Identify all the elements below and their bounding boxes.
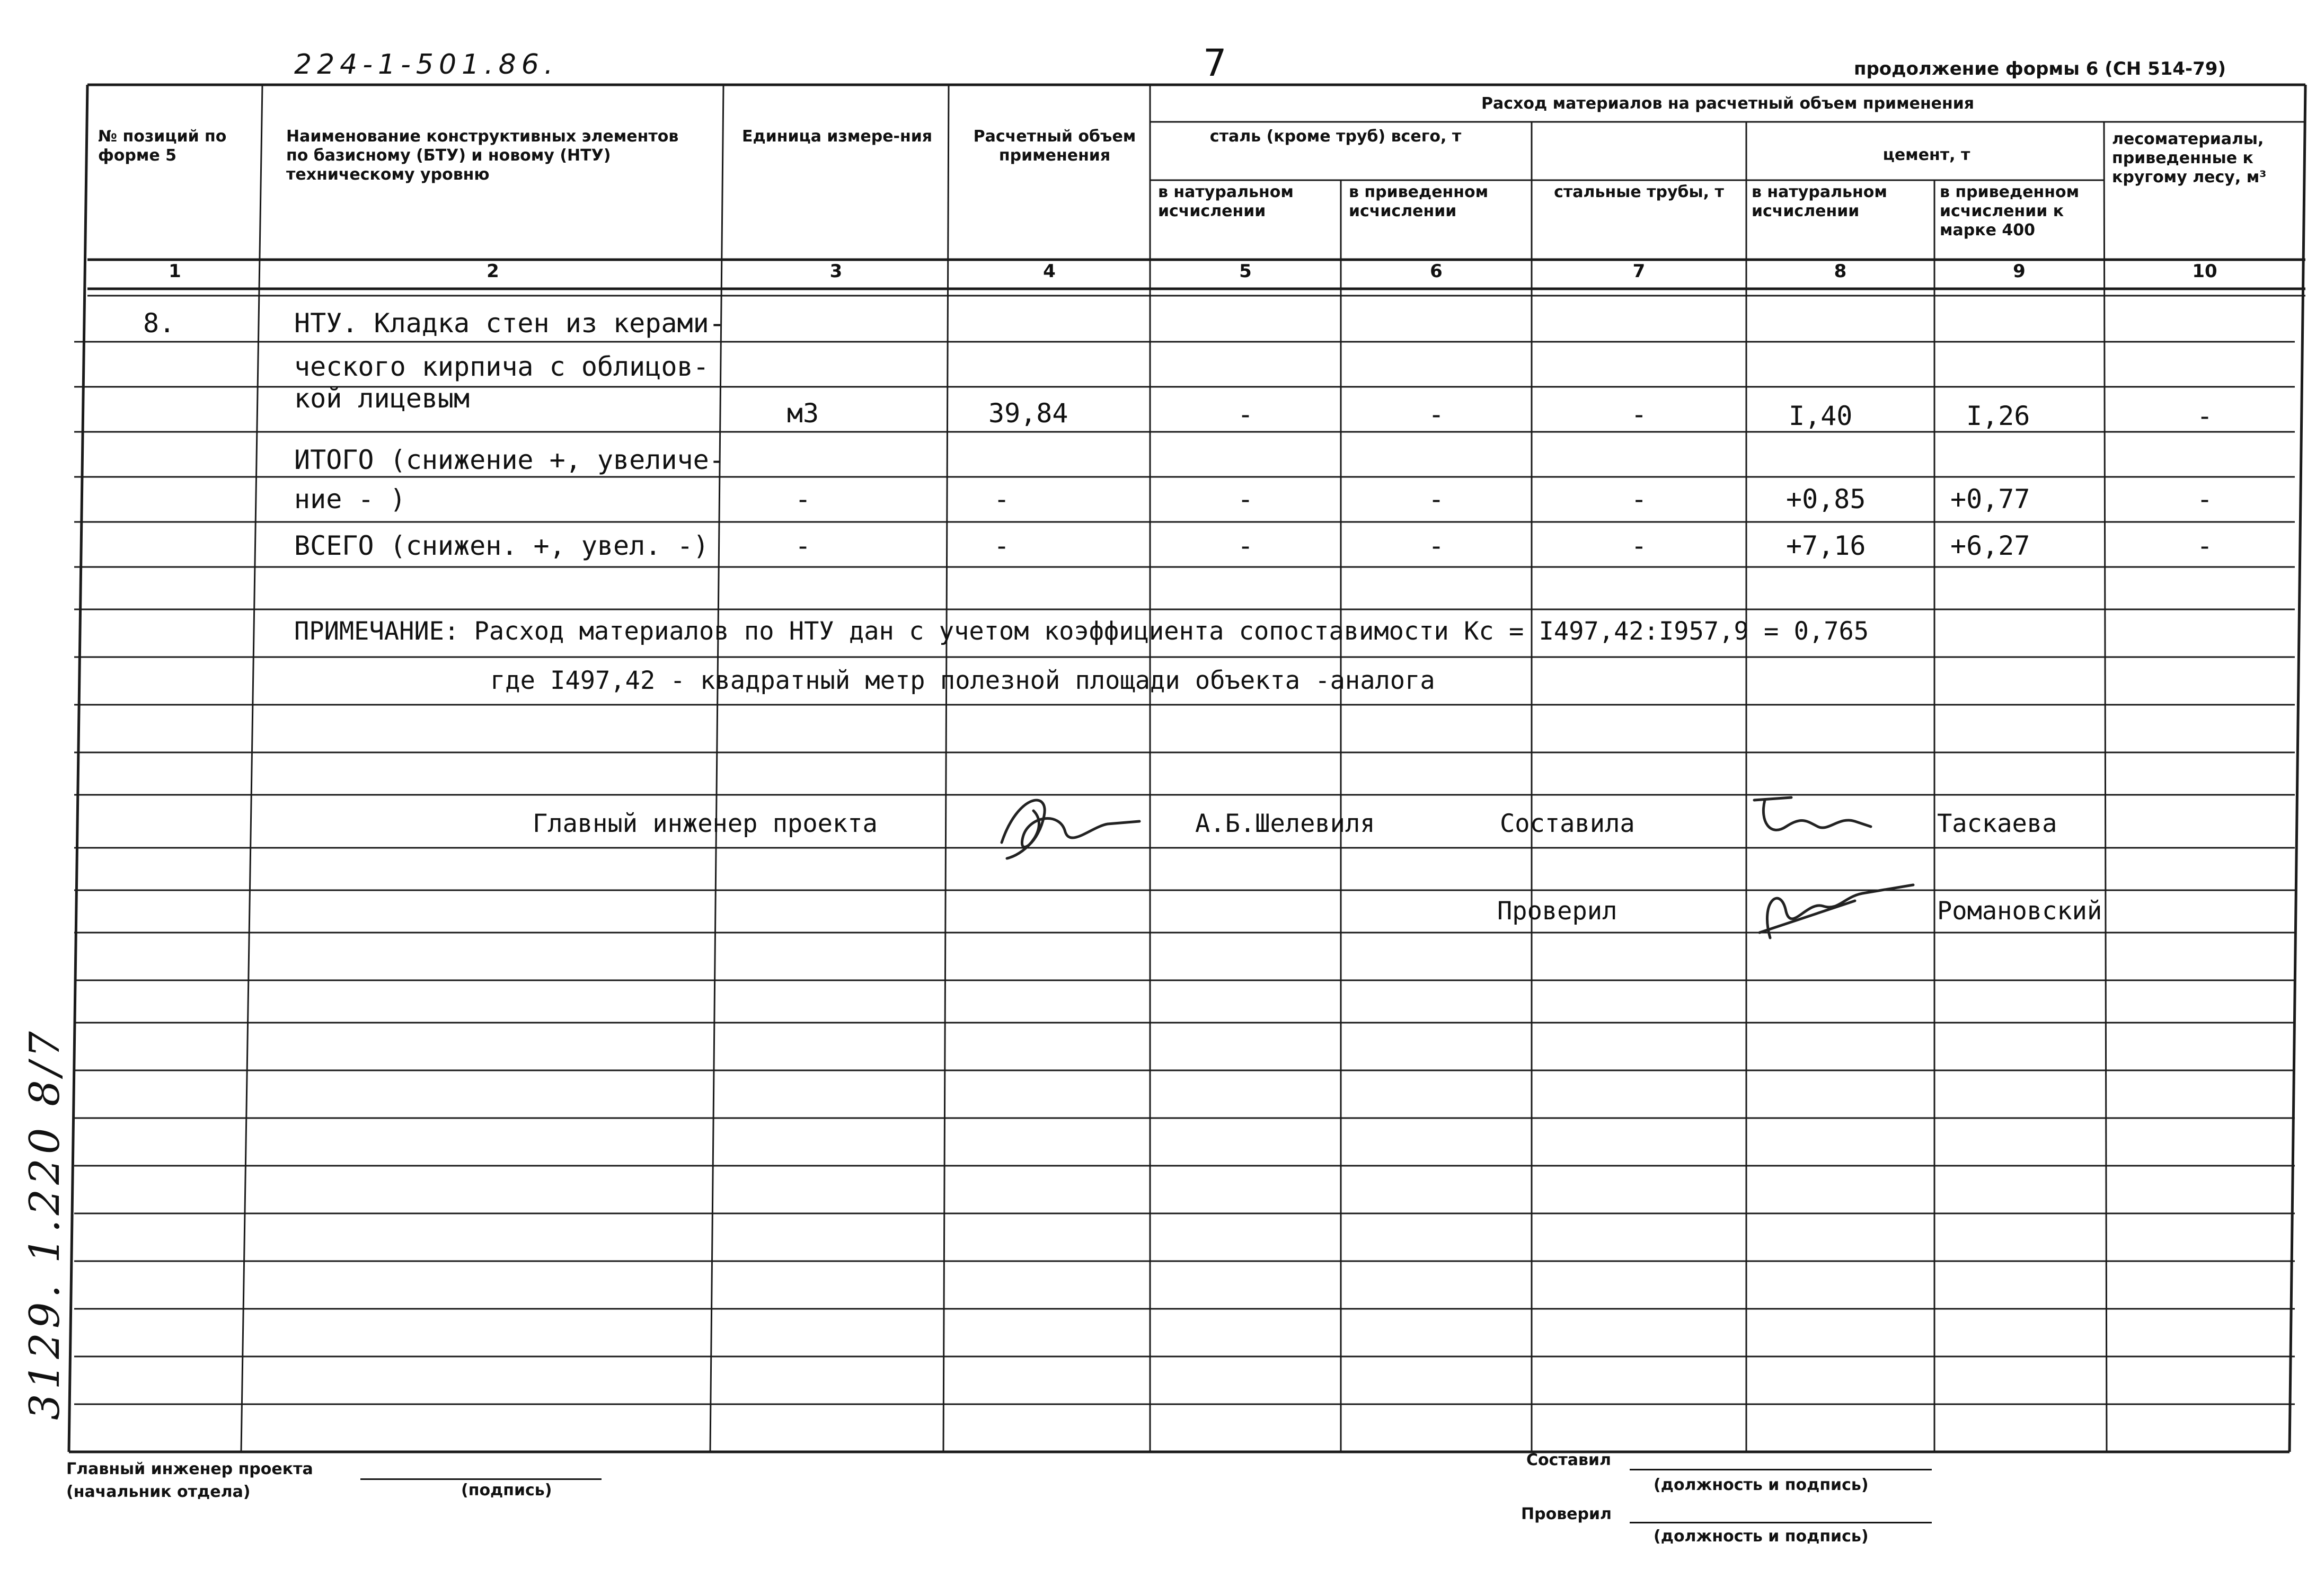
chief-signature-icon bbox=[986, 779, 1145, 869]
compiled-signature-icon bbox=[1749, 790, 1876, 848]
row-steel-natural: - bbox=[1237, 484, 1254, 515]
row-cement-reduced: I,26 bbox=[1966, 401, 2030, 431]
footer-position-caption: (должность и подпись) bbox=[1654, 1527, 1869, 1546]
column-number: 6 bbox=[1430, 261, 1443, 282]
row-name-line: ИТОГО (снижение +, увеличе- bbox=[294, 445, 725, 475]
column-number: 1 bbox=[169, 261, 181, 282]
form-reference: продолжение формы 6 (СН 514-79) bbox=[1853, 58, 2226, 79]
header-steel-group: сталь (кроме труб) всего, т bbox=[1209, 127, 1462, 146]
header-position: № позиций по форме 5 bbox=[98, 127, 227, 165]
header-timber: лесоматериалы, приведенные к кругому лесу, м³ bbox=[2112, 130, 2267, 187]
compiled-by-name: Таскаева bbox=[1937, 809, 2057, 838]
row-pipes: - bbox=[1631, 399, 1647, 430]
header-cement-natural: в натуральном исчислении bbox=[1752, 183, 1887, 220]
row-name-line: ческого кирпича с облицов- bbox=[294, 351, 709, 382]
row-steel-reduced: - bbox=[1428, 399, 1445, 430]
row-unit: м3 bbox=[786, 398, 819, 429]
column-number: 8 bbox=[1834, 261, 1847, 282]
footer-chief-label: Главный инженер проекта bbox=[66, 1460, 313, 1478]
row-cement-natural: +7,16 bbox=[1786, 530, 1866, 561]
column-number: 2 bbox=[487, 261, 499, 282]
footer-checked-line bbox=[1630, 1522, 1932, 1523]
row-volume: 39,84 bbox=[988, 398, 1068, 429]
header-volume: Расчетный объем применения bbox=[973, 127, 1136, 165]
header-steel-reduced: в приведенном исчислении bbox=[1349, 183, 1489, 220]
row-name-line: ВСЕГО (снижен. +, увел. -) bbox=[294, 530, 709, 561]
chief-engineer-label: Главный инженер проекта bbox=[533, 809, 878, 838]
chief-engineer-name: А.Б.Шелевиля bbox=[1195, 809, 1375, 838]
header-unit: Единица измере-ния bbox=[742, 127, 933, 146]
row-steel-reduced: - bbox=[1428, 484, 1445, 515]
compiled-by-label: Составила bbox=[1500, 809, 1635, 838]
row-name-line: кой лицевым bbox=[294, 383, 470, 414]
row-timber: - bbox=[2196, 530, 2213, 561]
footer-checked-label: Проверил bbox=[1521, 1505, 1612, 1523]
row-volume: - bbox=[993, 530, 1010, 561]
row-steel-natural: - bbox=[1237, 530, 1254, 561]
checked-signature-icon bbox=[1749, 869, 1919, 948]
footer-compiled-line bbox=[1630, 1469, 1932, 1470]
checked-by-name: Романовский bbox=[1937, 897, 2102, 926]
row-pipes: - bbox=[1631, 484, 1647, 515]
header-materials-group: Расход материалов на расчетный объем применения bbox=[1481, 94, 1975, 113]
row-timber: - bbox=[2196, 484, 2213, 515]
footer-position-caption: (должность и подпись) bbox=[1654, 1476, 1869, 1494]
header-element-name: Наименование конструктивных элементов по базисному (БТУ) и новому (НТУ) техническому уровню bbox=[286, 127, 679, 184]
side-archive-stamp: 3129. 1.220 8/7 bbox=[21, 1027, 69, 1420]
page-number: 7 bbox=[1203, 41, 1227, 85]
row-cement-natural: +0,85 bbox=[1786, 484, 1866, 515]
footer-dept-label: (начальник отдела) bbox=[66, 1483, 251, 1501]
row-steel-reduced: - bbox=[1428, 530, 1445, 561]
row-cement-reduced: +0,77 bbox=[1950, 484, 2030, 515]
row-name-line: ние - ) bbox=[294, 484, 406, 515]
header-cement-reduced: в приведенном исчислении к марке 400 bbox=[1940, 183, 2080, 240]
row-unit: - bbox=[794, 530, 811, 561]
footer-compiled-label: Составил bbox=[1526, 1451, 1612, 1469]
row-pipes: - bbox=[1631, 530, 1647, 561]
row-timber: - bbox=[2196, 401, 2213, 431]
footer-signature-caption: (подпись) bbox=[461, 1481, 552, 1500]
note-line: где I497,42 - квадратный метр полезной площади объекта -аналога bbox=[490, 666, 1435, 695]
document-code: 224-1-501.86. bbox=[294, 49, 559, 81]
column-number: 5 bbox=[1239, 261, 1252, 282]
row-volume: - bbox=[993, 484, 1010, 515]
header-cement-group: цемент, т bbox=[1882, 146, 1970, 164]
row-steel-natural: - bbox=[1237, 399, 1254, 430]
column-number: 3 bbox=[829, 261, 843, 282]
row-position: 8. bbox=[143, 308, 175, 339]
note-line: ПРИМЕЧАНИЕ: Расход материалов по НТУ дан с учетом коэффициента сопоставимости Кс = I497,42:I957,9 = 0,765 bbox=[294, 617, 1869, 646]
header-steel-natural: в натуральном исчислении bbox=[1158, 183, 1294, 220]
row-name-line: НТУ. Кладка стен из керами- bbox=[294, 308, 725, 339]
row-cement-natural: I,40 bbox=[1789, 401, 1853, 431]
header-steel-pipes: стальные трубы, т bbox=[1554, 183, 1724, 201]
column-number: 4 bbox=[1043, 261, 1056, 282]
column-number: 10 bbox=[2192, 261, 2217, 282]
column-number: 7 bbox=[1632, 261, 1646, 282]
footer-signature-line bbox=[360, 1478, 602, 1480]
row-unit: - bbox=[794, 484, 811, 515]
column-number: 9 bbox=[2013, 261, 2026, 282]
row-cement-reduced: +6,27 bbox=[1950, 530, 2030, 561]
checked-by-label: Проверил bbox=[1497, 897, 1617, 926]
